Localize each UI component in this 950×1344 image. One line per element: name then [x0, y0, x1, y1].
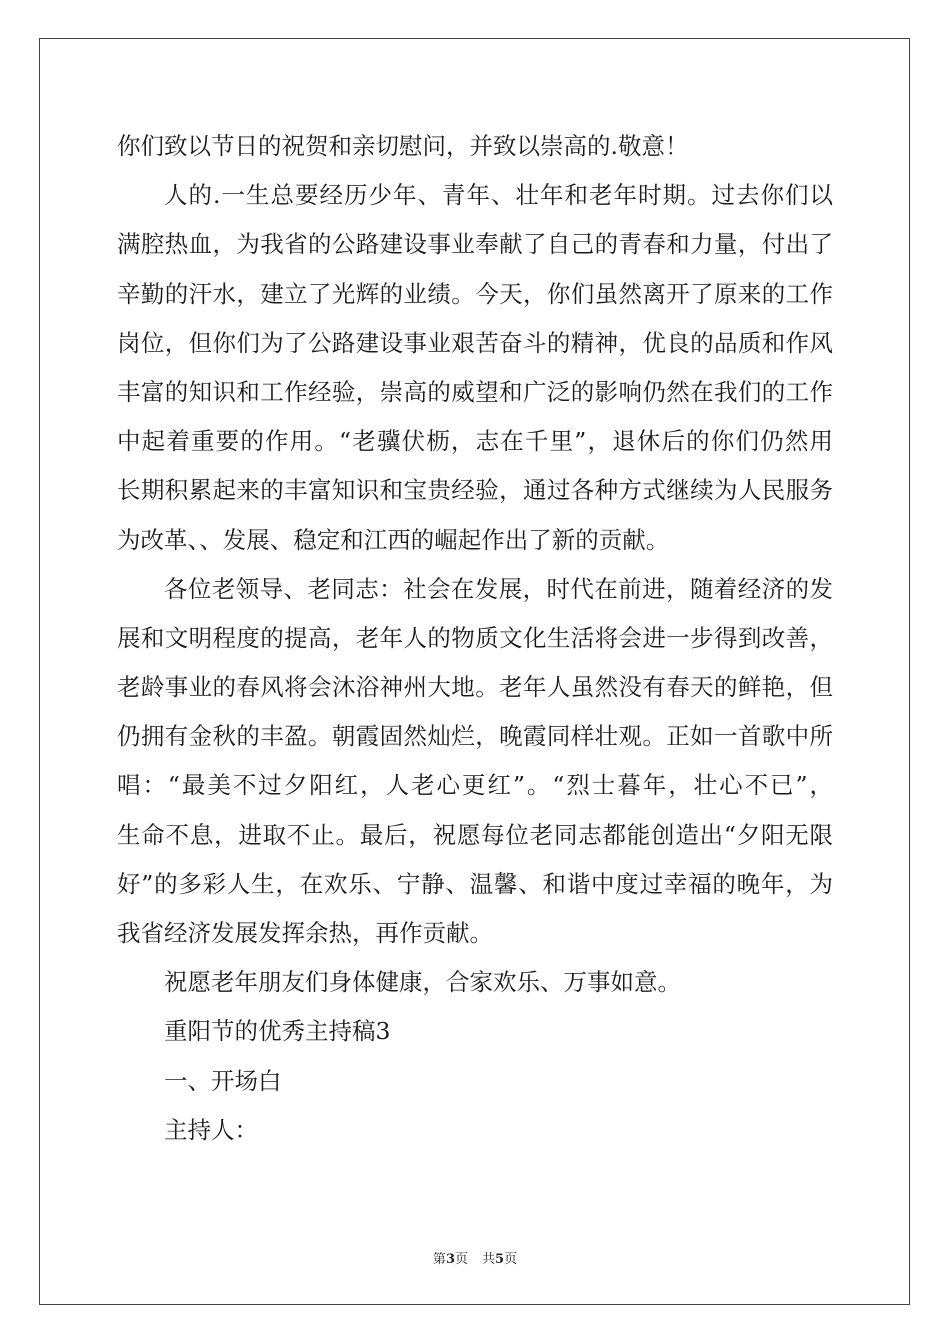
page-footer: [0, 1248, 950, 1267]
section-heading: 重阳节的优秀主持稿3: [164, 1017, 391, 1046]
subsection-heading: 一、开场白: [164, 1066, 282, 1095]
paragraph-line: 老龄事业的春风将会沐浴神州大地。老年人虽然没有春天的鲜艳，但: [117, 673, 833, 702]
paragraph-line: 满腔热血，为我省的公路建设事业奉献了自己的青春和力量，付出了: [117, 230, 833, 259]
paragraph-line: 各位老领导、老同志：社会在发展，时代在前进，随着经济的发: [164, 574, 833, 603]
paragraph-line: 展和文明程度的提高，老年人的物质文化生活将会进一步得到改善，: [117, 623, 833, 652]
paragraph-line: 中起着重要的作用。“老骥伏枥，志在千里”，退休后的你们仍然用: [117, 427, 833, 456]
paragraph-line: 我省经济发展发挥余热，再作贡献。: [117, 919, 493, 947]
total-prefix: 共: [482, 1252, 496, 1267]
paragraph-line: 唱：“最美不过夕阳红，人老心更红”。“烈士暮年，壮心不已”，: [117, 771, 833, 800]
document-body: [117, 122, 833, 1155]
total-page-number: 5: [495, 1252, 505, 1267]
paragraph-line: 祝愿老年朋友们身体健康，合家欢乐、万事如意。: [164, 968, 681, 997]
page-prefix: 第: [432, 1252, 446, 1267]
current-page-number: 3: [445, 1252, 455, 1267]
paragraph-line: 岗位，但你们为了公路建设事业艰苦奋斗的精神，优良的品质和作风: [117, 328, 833, 357]
paragraph-line: 仍拥有金秋的丰盈。朝霞固然灿烂，晚霞同样壮观。正如一首歌中所: [117, 722, 833, 751]
paragraph-line: 为改革、、发展、稳定和江西的崛起作出了新的贡献。: [117, 525, 670, 554]
speaker-label: 主持人：: [164, 1115, 258, 1144]
paragraph-line: 你们致以节日的祝贺和亲切慰问，并致以崇高的.敬意！: [117, 132, 689, 160]
paragraph-line: 人的.一生总要经历少年、青年、壮年和老年时期。过去你们以: [164, 181, 833, 210]
paragraph-line: 辛勤的汗水，建立了光辉的业绩。今天，你们虽然离开了原来的工作: [117, 279, 833, 308]
paragraph-line: 丰富的知识和工作经验，崇高的威望和广泛的影响仍然在我们的工作: [117, 377, 833, 406]
page-suffix: 页: [454, 1252, 468, 1267]
paragraph-line: 好”的多彩人生，在欢乐、宁静、温馨、和谐中度过幸福的晚年，为: [117, 869, 833, 898]
paragraph-line: 生命不息，进取不止。最后，祝愿每位老同志都能创造出“夕阳无限: [117, 820, 833, 849]
total-suffix: 页: [504, 1252, 518, 1267]
paragraph-line: 长期积累起来的丰富知识和宝贵经验，通过各种方式继续为人民服务: [117, 476, 833, 505]
